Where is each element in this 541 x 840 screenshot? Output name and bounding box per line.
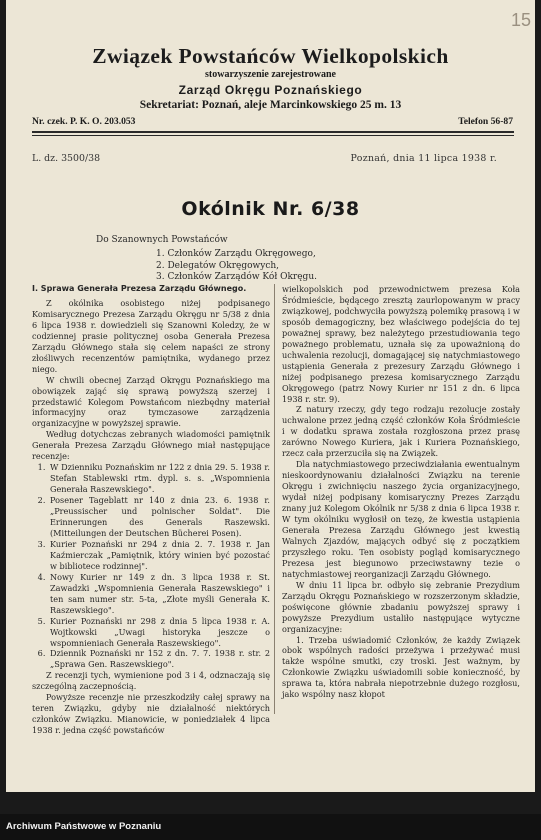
paragraph: 1. Trzeba uświadomić Członków, że każdy Związek obok wspólnych radości przeżywa i przeżywać musi także wspólne smutki, czy troski. Jest ważnym, by Członkowie Związku uświadomili sobie konieczność, by sprawa ta, która nabrała niepotrzebnie dużego rozgłosu, jako wspólny nasz kłopot [282, 634, 520, 700]
paragraph: Z natury rzeczy, gdy tego rodzaju rezolucje zostały uchwalone przez jedną część członków Koła Śródmieście i w dodatku sprawa została rozgłoszona przez prasę zarówno Nowego Kuriera, jak i Kuriera Poznańskiego, rzecz cała przerzuciła się na Związek. [282, 404, 520, 459]
review-item: 3. Kurier Poznański nr 294 z dnia 2. 7. 1938 r. Jan Kaźmierczak „Pamiętnik, który winien być pozostać w bibliotece rodzinnej". [48, 539, 270, 572]
greeting: Do Szanownych Powstańców [96, 235, 228, 245]
organization-name: Związek Powstańców Wielkopolskich [92, 44, 449, 68]
phone-number: Telefon 56-87 [458, 116, 513, 127]
page-mark: 15 [510, 10, 531, 30]
archive-source: Archiwum Państwowe w Poznaniu [6, 821, 162, 832]
column-divider [274, 284, 275, 714]
document-title: Okólnik Nr. 6/38 [181, 198, 360, 220]
paragraph: Z okólnika osobistego niżej podpisanego Komisarycznego Prezesa Zarządu Okręgu nr 5/38 z dnia 6 lipca 1938 r. dowiedzieli się Szanowni Koledzy, że w codziennej prasie politycznej osoba Generała Prezesa Zarządu Głównego stała się celem napaści ze strony złośliwych recenzentów pamiętnika, wydanego przez niego. [32, 297, 270, 374]
document-date: Poznań, dnia 11 lipca 1938 r. [350, 153, 497, 164]
recipient-item: 3. Członków Zarządów Kół Okręgu. [156, 272, 317, 283]
archive-footer [0, 814, 541, 840]
document-page [6, 0, 535, 792]
right-column [282, 284, 520, 700]
bank-account: Nr. czek. P. K. O. 203.053 [32, 116, 136, 127]
header-rule-thick [32, 131, 514, 133]
paragraph: wielkopolskich pod przewodnictwem prezesa Koła Śródmieście, będącego zresztą zaurlopowanym w pracy związkowej, podchwyciła powyższą polemikę prasową i w sposób demagogiczny, bez właściwego podejścia do tej poważnej sprawy, bez należytego przestudiowania tego poważnego problematu, uznała się za upoważnioną do uchwalenia rezolucji, domagającej się natychmiastowego ustąpienia Generała z prezesury Zarządu Głównego i niżej podpisanego prezesa komisarycznego Zarządu Okręgowego (patrz Nowy Kurier nr 151 z dn. 6 lipca 1938 r. str. 9). [282, 284, 520, 404]
left-column [32, 284, 270, 736]
review-item: 1. W Dzienniku Poznańskim nr 122 z dnia 29. 5. 1938 r. Stefan Stablewski rtm. dypl. s. s. „Wspomnienia Generała Raszewskiego". [48, 462, 270, 495]
review-item: 6. Dziennik Poznański nr 152 z dn. 7. 7. 1938 r. str. 2 „Sprawa Gen. Raszewskiego". [48, 648, 270, 670]
header-rule-thin [32, 135, 514, 136]
review-item: 4. Nowy Kurier nr 149 z dn. 3 lipca 1938 r. St. Zawadzki „Wspomnienia Generała Raszewskiego" i ten sam numer str. 5-ta, „Złote myśli Generała K. Raszewskiego". [48, 572, 270, 616]
board-name: Zarząd Okręgu Poznańskiego [178, 83, 363, 97]
paragraph: Dla natychmiastowego przeciwdziałania ewentualnym nieskoordynowaniu działalności Związku na terenie Okręgu i zwichnięciu naszego życia organizacyjnego, wydał niżej podpisany komisaryczny Prezes Zarządu znany już Kolegom Okólnik nr 5/38 z dnia 6 lipca 1938 r. W tym okólniku wygłosił on tezę, że kwestia ustąpienia Generała Prezesa Zarządu Głównego jest kwestią Walnych Zjazdów, mających odbyć się z początkiem przyszłego roku. Ten osobisty pogląd komisarycznego Prezesa jest biegunowo przeciwstawny tezie o natychmiastowej reorganizacji Zarządu Głównego. [282, 459, 520, 579]
section-title: I. Sprawa Generała Prezesa Zarządu Głównego. [32, 284, 247, 293]
recipients-list [156, 249, 317, 284]
paragraph: Według dotychczas zebranych wiadomości pamiętnik Generała Prezesa Zarządu Głównego miał następujące recenzje: [32, 429, 270, 462]
paragraph: W dniu 11 lipca br. odbyło się zebranie Prezydium Zarządu Okręgu Poznańskiego w rozszerzonym składzie, poświęcone głównie zbadaniu powyższej sprawy i powyższe Prezydium ustaliło następujące wytyczne organizacyjne: [282, 579, 520, 634]
recipient-item: 1. Członków Zarządu Okręgowego, [156, 249, 316, 259]
paragraph: Powyższe recenzje nie przeszkodziły całej sprawy na teren Związku, gdyby nie działalność niektórych członków Związku. Mianowicie, w poniedziałek 4 lipca 1938 r. jedna część powstańców [32, 692, 270, 736]
secretariat-address: Sekretariat: Poznań, aleje Marcinkowskiego 25 m. 13 [139, 99, 402, 111]
paragraph: W chwili obecnej Zarząd Okręgu Poznańskiego ma obowiązek zająć się sprawą powyższą szerzej i przedstawić Kolegom Powstańcom niezbędny materiał informacyjny oraz tymczasowe zarządzenia organizacyjne w powyższej sprawie. [32, 374, 270, 429]
review-item: 5. Kurier Poznański nr 298 z dnia 5 lipca 1938 r. A. Wojtkowski „Uwagi historyka jeszcze o wspomnieniach Generała Raszewskiego". [48, 616, 270, 649]
recipient-item: 2. Delegatów Okręgowych, [156, 260, 280, 271]
reference-number: L. dz. 3500/38 [32, 153, 101, 164]
reviews-list [32, 462, 270, 670]
organization-subtitle: stowarzyszenie zarejestrowane [205, 69, 336, 80]
review-item: 2. Posener Tageblatt nr 140 z dnia 23. 6. 1938 r. „Preussischer und polnischer Soldat". Die Erinnerungen des Generals Raszewski. (Mitteilungen der Deutschen Bücherei Posen). [48, 495, 270, 539]
paragraph: Z recenzji tych, wymienione pod 3 i 4, odznaczają się szczególną zaczepnością. [32, 670, 270, 692]
